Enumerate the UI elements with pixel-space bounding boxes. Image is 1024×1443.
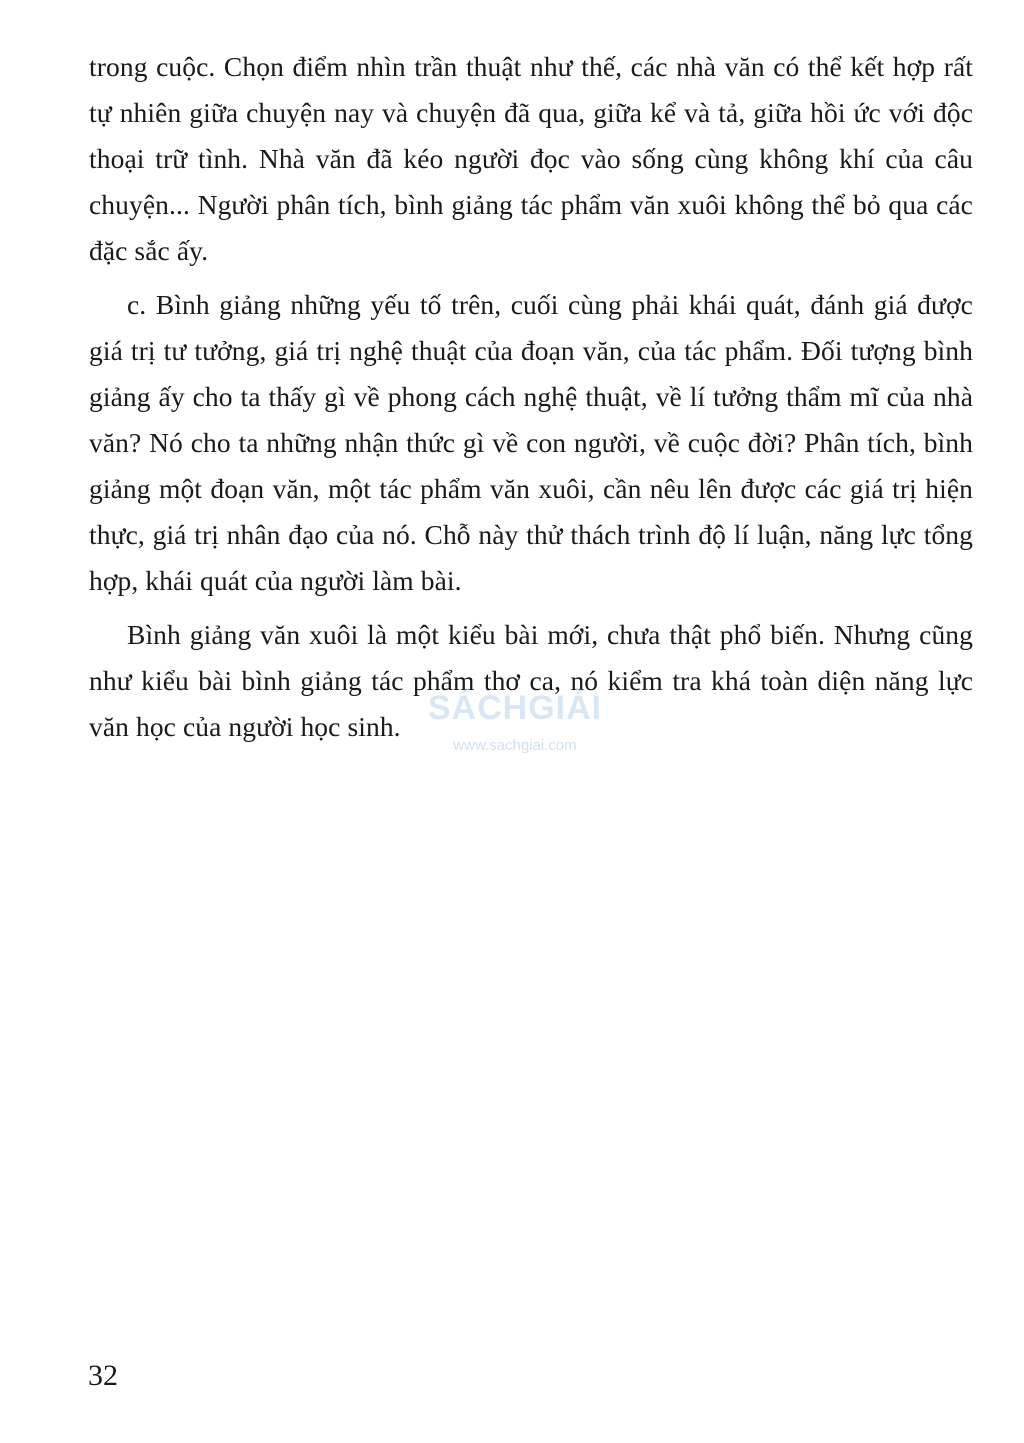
paragraph-conclusion: Bình giảng văn xuôi là một kiểu bài mới, chưa thật phổ biến. Nhưng cũng như kiểu bài bình giảng tác phẩm thơ ca, nó kiểm tra khá toàn diện năng lực văn học của người học sinh. [89,619,973,742]
watermark-url: www.sachgiai.com [453,737,577,754]
page-number: 32 [88,1359,118,1392]
body-text [89,44,973,750]
watermark-logo-text: SÁCHGIẢI [427,689,603,727]
paragraph-continuation: trong cuộc. Chọn điểm nhìn trần thuật như thế, các nhà văn có thể kết hợp rất tự nhiên giữa chuyện nay và chuyện đã qua, giữa kể và tả, giữa hồi ức với độc thoại trữ tình. Nhà văn đã kéo người đọc vào sống cùng không khí của câu chuyện... Người phân tích, bình giảng tác phẩm văn xuôi không thể bỏ qua các đặc sắc ấy. [89,51,973,266]
paragraph-section-c: c. Bình giảng những yếu tố trên, cuối cùng phải khái quát, đánh giá được giá trị tư tưởng, giá trị nghệ thuật của đoạn văn, của tác phẩm. Đối tượng bình giảng ấy cho ta thấy gì về phong cách nghệ thuật, về lí tưởng thẩm mĩ của nhà văn? Nó cho ta những nhận thức gì về con người, về cuộc đời? Phân tích, bình giảng một đoạn văn, một tác phẩm văn xuôi, cần nêu lên được các giá trị hiện thực, giá trị nhân đạo của nó. Chỗ này thử thách trình độ lí luận, năng lực tổng hợp, khái quát của người làm bài. [89,289,973,596]
